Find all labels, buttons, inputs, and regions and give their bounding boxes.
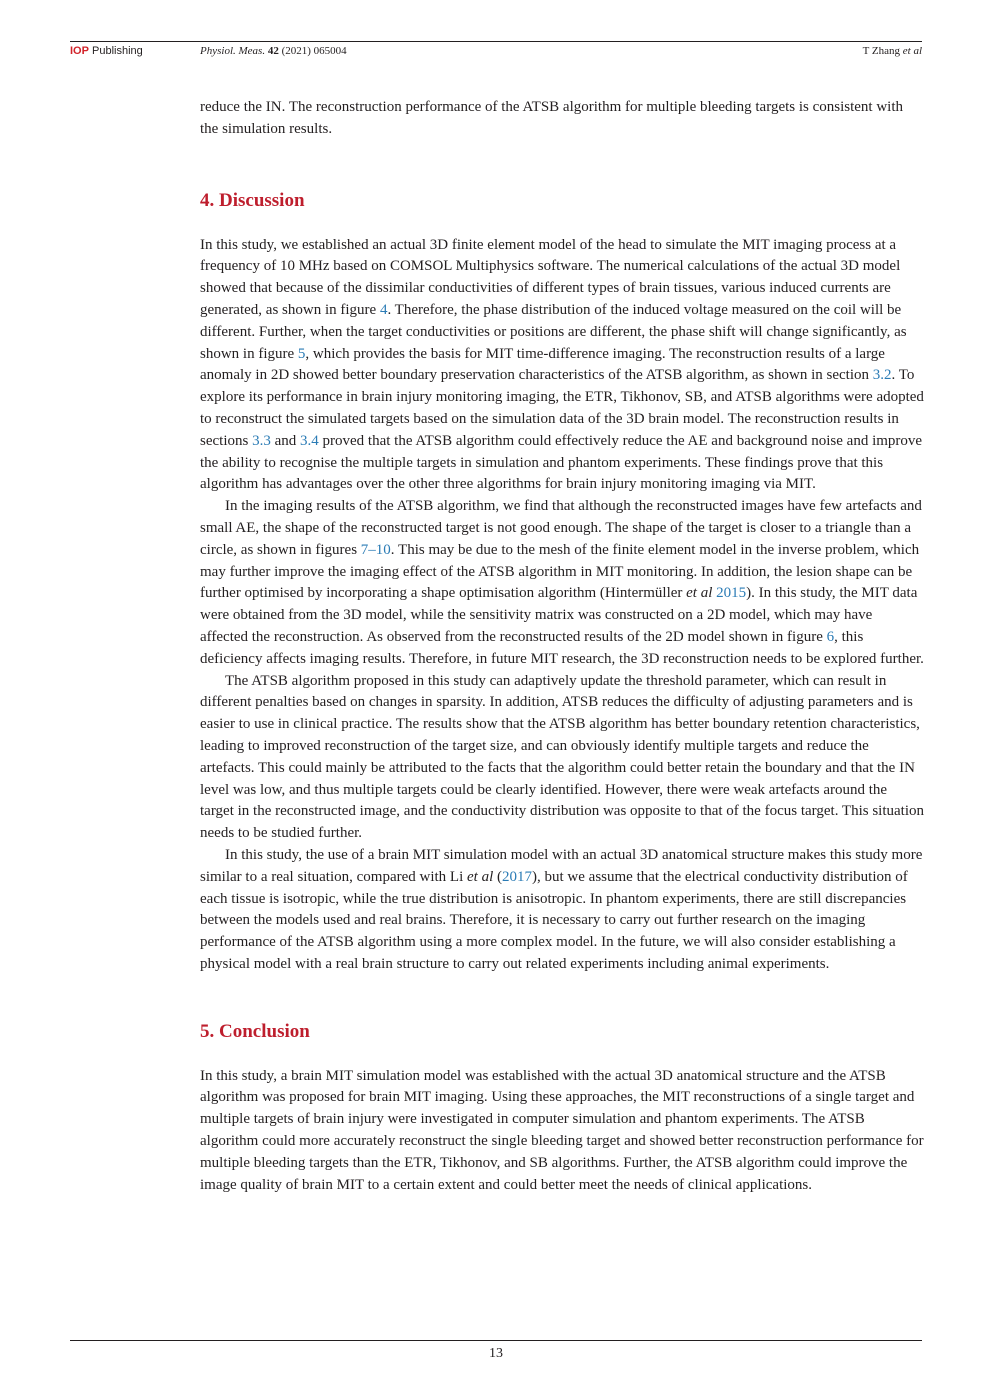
text-run: In this study, we established an actual 3D finite element model of the head to simulate the MIT imaging process at a frequency of 10 MHz based on COMSOL Multiphysics software. The numerical calculations of the actual 3D model showed that because of the dissimilar conductivities of different types of brain tissues, various induced currents are generated, as shown in figure: [200, 236, 901, 318]
publisher-mark: IOP: [70, 45, 89, 57]
citation-link[interactable]: 2015: [716, 585, 747, 602]
discussion-paragraph-4: [200, 845, 924, 976]
figure-ref-link[interactable]: 6: [826, 628, 835, 645]
discussion-paragraph-3: The ATSB algorithm proposed in this study can adaptively update the threshold parameter, which can result in different penalties based on changes in sparsity. In addition, ATSB reduces the difficulty of adjusting parameters and is easier to use in clinical practice. The results show that the ATSB algorithm has better boundary retention characteristics, leading to improved reconstruction of the target size, and can obviously identify multiple targets and reduce the artefacts. This could mainly be attributed to the facts that the algorithm could better retain the boundary and that the IN level was low, and thus multiple targets could be clearly identified. However, there were weak artefacts around the target in the reconstructed image, and the conductivity distribution was opposite to that of the focus target. This situation needs to be studied further.: [200, 672, 925, 842]
running-authors: [863, 44, 922, 58]
discussion-paragraph-1: [200, 235, 924, 497]
journal-name: Physiol. Meas.: [200, 45, 266, 57]
figure-ref-link[interactable]: 7: [360, 541, 369, 558]
article-body: [200, 97, 924, 1196]
text-run: . This may be due to the mesh of the finite element model in the inverse problem, which may further improve the imaging effect of the ATSB algorithm in MIT monitoring. In addition, the lesion shape can be further optimised by incorporating a shape optimisation algorithm (Hintermüller: [200, 541, 920, 602]
text-run: . To explore its performance in brain injury monitoring imaging, the ETR, Tikhonov, SB, and ATSB algorithms were adopted to reconstruct the simulated targets based on the simulation data of the 3D brain model. The reconstruction results in sections: [200, 367, 924, 449]
discussion-heading: 4. Discussion: [200, 189, 305, 211]
figure-ref-link[interactable]: 5: [297, 345, 306, 362]
header-rule: [70, 41, 922, 42]
text-run: , which provides the basis for MIT time-difference imaging. The reconstruction results of a large anomaly in 2D showed better boundary preservation characteristics of the ATSB algorithm, as shown in section: [200, 345, 885, 384]
publisher-logo: [70, 44, 143, 58]
footer-rule: [70, 1340, 922, 1341]
author-etal: et al: [902, 45, 922, 57]
journal-citation: [200, 44, 347, 58]
text-run: In the imaging results of the ATSB algorithm, we find that although the reconstructed images have few artefacts and small AE, the shape of the reconstructed target is not good enough. The shape of the target is closer to a triangle than a circle, as shown in figures: [200, 498, 922, 558]
author-name: T Zhang: [862, 45, 900, 57]
citation-link[interactable]: 2017: [502, 868, 533, 885]
figure-ref-link[interactable]: 10: [375, 541, 391, 558]
text-run: proved that the ATSB algorithm could effectively reduce the AE and background noise and improve the ability to recognise the multiple targets in simulation and phantom experiments. These findings prove that this algorithm has advantages over the other three algorithms for brain injury monitoring imaging via MIT.: [200, 432, 923, 493]
conclusion-paragraph: In this study, a brain MIT simulation model was established with the actual 3D anatomical structure and the ATSB algorithm was proposed for brain MIT imaging. Using these approaches, the MIT reconstructions of a single target and multiple targets of brain injury were investigated in computer simulation and phantom experiments. The ATSB algorithm could more accurately reconstruct the single bleeding target and showed better reconstruction performance for multiple bleeding targets than the ETR, Tikhonov, and SB algorithms. Further, the ATSB algorithm could improve the image quality of brain MIT to a certain extent and could better meet the needs of clinical applications.: [200, 1067, 924, 1193]
journal-volume: 42: [267, 45, 279, 57]
text-run: . Therefore, the phase distribution of the induced voltage measured on the coil will be different. Further, when the target conductivities or positions are different, the phase shift will change significantly, as shown in figure: [200, 301, 907, 362]
text-run: ), but we assume that the electrical conductivity distribution of each tissue is isotropic, while the true distribution is anisotropic. In phantom experiments, there are still discrepancies between the models used and real brains. Therefore, it is necessary to carry out further research on the imaging performance of the ATSB algorithm using a more complex model. In the future, we will also consider establishing a physical model with a real brain structure to carry out related experiments including animal experiments.: [200, 868, 908, 972]
conclusion-heading: 5. Conclusion: [200, 1020, 310, 1042]
running-header: [70, 44, 922, 58]
text-run: and: [270, 432, 300, 449]
text-run: , this deficiency affects imaging results. Therefore, in future MIT research, the 3D reconstruction needs to be explored further.: [200, 628, 924, 667]
journal-year-id: (2021) 065004: [281, 45, 347, 57]
section-ref-link[interactable]: 3.2: [872, 367, 892, 384]
text-run: (: [493, 868, 503, 885]
discussion-paragraph-2: [200, 496, 924, 670]
page-number: 13: [489, 1346, 503, 1361]
figure-ref-link[interactable]: 4: [379, 301, 388, 318]
range-dash: –: [368, 541, 376, 558]
publisher-name: Publishing: [92, 45, 143, 57]
section-ref-link[interactable]: 3.3: [252, 432, 271, 449]
text-run: In this study, the use of a brain MIT simulation model with an actual 3D anatomical structure makes this study more similar to a real situation, compared with Li: [200, 846, 923, 885]
etal-text: et al: [686, 585, 713, 602]
section-ref-link[interactable]: 3.4: [300, 432, 319, 449]
text-run: ). In this study, the MIT data were obtained from the 3D model, while the sensitivity matrix was constructed on a 2D model, which may have affected the reconstruction. As observed from the reconstructed results of the 2D model shown in figure: [200, 585, 918, 645]
intro-paragraph: reduce the IN. The reconstruction performance of the ATSB algorithm for multiple bleeding targets is consistent with the simulation results.: [200, 99, 904, 137]
etal-text: et al: [467, 868, 494, 885]
